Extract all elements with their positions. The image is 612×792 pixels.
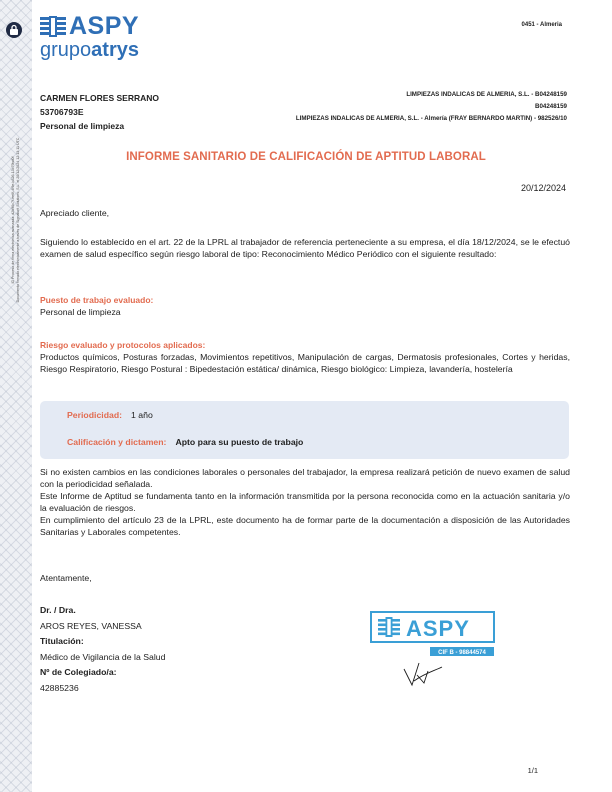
company-line-1: LIMPIEZAS INDALICAS DE ALMERIA, S.L. - B04248159: [406, 91, 567, 98]
stamp-word: ASPY: [406, 616, 470, 641]
worker-position: Personal de limpieza: [40, 121, 125, 131]
aspy-logo: [40, 14, 139, 60]
signer-college-number: 42885236: [40, 682, 79, 693]
job-value: Personal de limpieza: [40, 307, 121, 317]
company-stamp: [370, 611, 495, 689]
closing-paragraph-1: Si no existen cambios en las condiciones laborales o personales del trabajador, la empresa realizará petición de nuevo examen de salud con la periodicidad señalada.: [40, 467, 570, 489]
signature-process-id: ID Proceso de firma electrónica avanzada: d2b90c7f-ee6f-4f9e-b326-13c79bd0f: [11, 156, 15, 284]
farewell: Atentamente,: [40, 573, 92, 583]
company-block: [296, 89, 567, 125]
closing-paragraphs: [40, 466, 570, 538]
risk-label: Riesgo evaluado y protocolos aplicados:: [40, 340, 206, 350]
rating-row: [67, 437, 303, 447]
signer-title-label: Dr. / Dra.: [40, 605, 76, 615]
signer-degree: Médico de Vigilancia de la Salud: [40, 651, 166, 662]
job-section: [40, 294, 570, 318]
periodicity-label: Periodicidad:: [67, 410, 123, 420]
worker-block: [40, 91, 159, 133]
report-title: INFORME SANITARIO DE CALIFICACIÓN DE APTITUD LABORAL: [126, 151, 486, 163]
rating-value: Apto para su puesto de trabajo: [175, 437, 304, 447]
signer-name: AROS REYES, VANESSA: [40, 620, 142, 631]
greeting: Apreciado cliente,: [40, 208, 110, 218]
rating-label: Calificación y dictamen:: [67, 437, 167, 447]
result-box: [40, 401, 569, 459]
report-date: 20/12/2024: [520, 183, 566, 193]
page-number: 1/1: [527, 766, 538, 775]
aspy-logo-mark-icon: [40, 16, 66, 38]
worker-id: 53706793E: [40, 107, 84, 117]
stamp-cif: CIF B - 98844574: [438, 650, 486, 656]
signature-provider-note: Documento firmado electrónicamente a través de Signaturit Solutions, S.L. el 20/12/2024 12:13:11 UTC: [16, 137, 20, 303]
signer-block: [40, 603, 165, 696]
company-line-2: B04248159: [535, 103, 567, 110]
worker-name: CARMEN FLORES SERRANO: [40, 93, 160, 103]
lock-icon: [6, 22, 22, 38]
aspy-logo-word: ASPY: [69, 12, 140, 40]
risk-value: Productos químicos, Posturas forzadas, Movimientos repetitivos, Manipulación de cargas, Dermatosis profesionales, Cortes y heridas, Riesgo Respiratorio, Riesgo Postural : Bipedestación estática/ dinámica, Riesgo biológico: Limpieza, lavandería, hostelería: [40, 352, 570, 374]
handwritten-signature: [404, 663, 442, 685]
closing-paragraph-2: Este Informe de Aptitud se fundamenta tanto en la información transmitida por la persona reconocida como en la actuación sanitaria y/o la evaluación de riesgos.: [40, 491, 570, 513]
grupo-atrys-wordmark: grupoatrys: [40, 39, 139, 61]
signer-degree-label: Titulación:: [40, 636, 84, 646]
center-code: 0451 - Almeria: [521, 22, 562, 28]
periodicity-value: 1 año: [131, 410, 153, 420]
company-line-3: LIMPIEZAS INDALICAS DE ALMERIA, S.L. - Almería (FRAY BERNARDO MARTIN) - 982526/10: [295, 115, 567, 122]
closing-paragraph-3: En cumplimiento del artículo 23 de la LPRL, este documento ha de formar parte de la documentación a disposición de las Autoridades Sanitarias y Laborales competentes.: [40, 515, 570, 537]
risk-section: [40, 339, 570, 375]
signature-margin-note: [0, 110, 32, 330]
job-label: Puesto de trabajo evaluado:: [40, 295, 154, 305]
periodicity-row: [67, 410, 153, 420]
intro-paragraph: Siguiendo lo establecido en el art. 22 de la LPRL al trabajador de referencia perteneciente a su empresa, el día 18/12/2024, se le efectuó examen de salud específico según riesgo laboral de tipo: Reconocimiento Médico Periódico con el siguiente resultado:: [40, 237, 570, 259]
signer-college-label: Nº de Colegiado/a:: [40, 667, 117, 677]
